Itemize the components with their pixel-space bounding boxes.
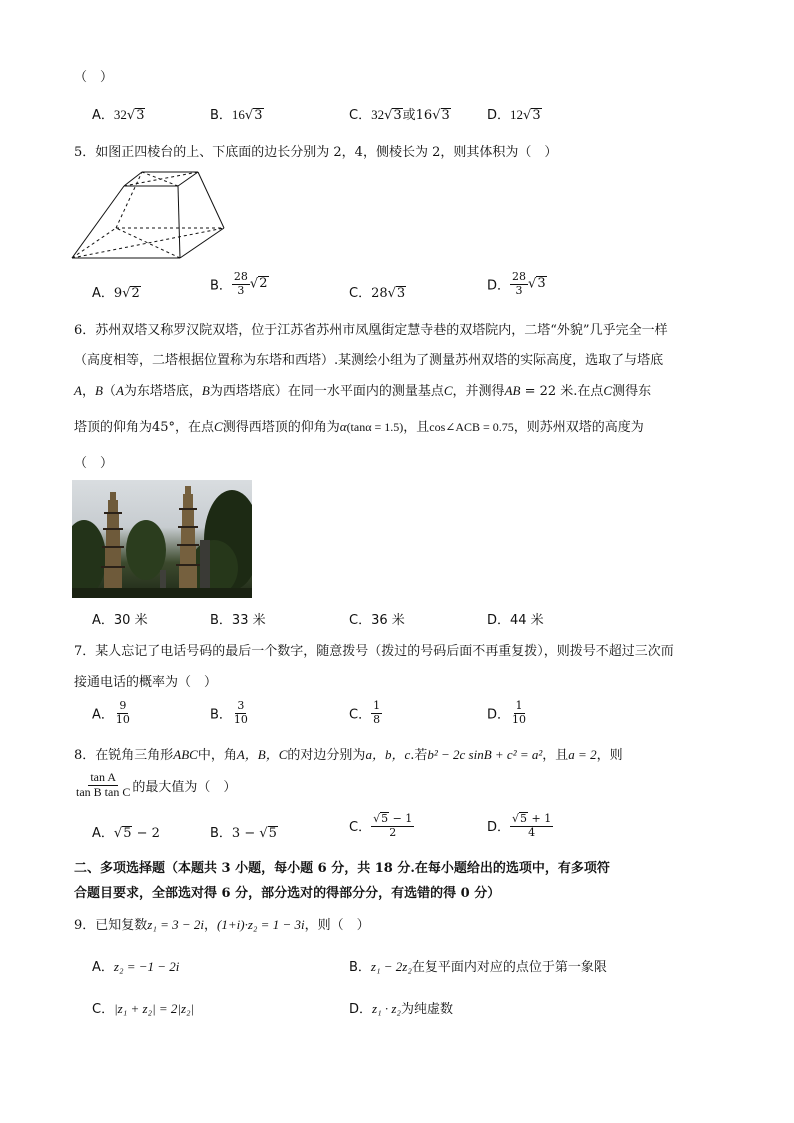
point-label: B bbox=[94, 383, 103, 398]
q7-option-c[interactable] bbox=[349, 700, 382, 726]
left-pagoda bbox=[104, 492, 122, 590]
fraction bbox=[510, 271, 528, 297]
option-value: 12 bbox=[510, 107, 524, 122]
sqrt-sign: √ bbox=[113, 826, 123, 841]
option-value: − 2 bbox=[132, 826, 160, 841]
option-mid: 或16 bbox=[402, 108, 433, 123]
option-text: D．44 米 bbox=[487, 613, 544, 628]
q6-line-1: 6．苏州双塔又称罗汉院双塔，位于江苏省苏州市凤凰街定慧寺巷的双塔院内，二塔“外貌”几乎完全一样 bbox=[74, 323, 668, 338]
q6-option-b[interactable] bbox=[210, 609, 266, 628]
option-letter: C． bbox=[349, 286, 372, 301]
text: 的最大值为（ ） bbox=[132, 779, 237, 795]
pagoda-illustration bbox=[72, 480, 252, 598]
radicand: 3 bbox=[441, 108, 450, 123]
denominator: 3 bbox=[515, 283, 523, 297]
option-letter: B． bbox=[210, 108, 232, 123]
sqrt-sign: √ bbox=[249, 276, 259, 292]
angle-labels: A，B，C bbox=[236, 747, 288, 762]
text: 测得西塔顶的仰角为 bbox=[222, 420, 340, 435]
q9-option-c[interactable] bbox=[92, 998, 194, 1017]
sqrt-sign: √ bbox=[244, 108, 254, 123]
q7-line-1: 7．某人忘记了电话号码的最后一个数字，随意拨号（拨过的号码后面不再重复拨），则拨号不超过三次而 bbox=[74, 644, 674, 659]
equation: |z₁ + z₂| = 2|z₂| bbox=[114, 1001, 195, 1016]
q7-option-b[interactable] bbox=[210, 700, 250, 726]
option-value: 9 bbox=[113, 286, 123, 301]
radicand: 5 bbox=[123, 826, 132, 841]
q5-option-b[interactable] bbox=[210, 271, 269, 297]
option-letter: A． bbox=[92, 286, 114, 301]
triangle-label: ABC bbox=[173, 747, 198, 762]
q5-option-d[interactable] bbox=[487, 271, 547, 297]
text: ，且 bbox=[403, 420, 430, 435]
q9-stem bbox=[74, 914, 370, 933]
point-label: B bbox=[201, 383, 210, 398]
text: ，则苏州双塔的高度为 bbox=[513, 420, 644, 435]
denominator: 8 bbox=[373, 712, 381, 726]
sqrt-sign: √ bbox=[523, 108, 532, 123]
point-label: C bbox=[214, 419, 223, 434]
q8-line-2 bbox=[74, 771, 236, 800]
text: 9．已知复数 bbox=[74, 918, 148, 933]
sqrt-sign: √ bbox=[512, 812, 520, 825]
sqrt-sign: √ bbox=[384, 108, 393, 123]
text: 塔顶的仰角为45°，在点 bbox=[74, 420, 215, 435]
point-label: A bbox=[74, 383, 82, 398]
text: 8．在锐角三角形 bbox=[74, 748, 174, 763]
q9-option-d[interactable] bbox=[349, 998, 453, 1017]
option-letter: A． bbox=[92, 960, 114, 975]
radicand: 5 bbox=[520, 812, 528, 825]
option-letter: D． bbox=[349, 1002, 373, 1017]
option-letter: D． bbox=[487, 108, 511, 123]
text: ，则 bbox=[596, 748, 623, 763]
frustum-edge bbox=[72, 186, 124, 258]
option-letter: B． bbox=[210, 826, 232, 841]
tree-shape bbox=[190, 540, 238, 596]
radicand: 2 bbox=[131, 286, 140, 301]
text: .若 bbox=[410, 748, 428, 763]
text: = 22 米.在点 bbox=[520, 384, 604, 399]
angle-symbol: α bbox=[339, 419, 347, 434]
equation: (1+i)·z₂ = 1 − 3i bbox=[217, 917, 305, 932]
frustum-hidden-edge bbox=[116, 172, 142, 228]
section-2-heading-line-2: 合题目要求，全部选对得 6 分，部分选对的得部分分，有选错的得 0 分） bbox=[74, 886, 501, 901]
q4-option-d[interactable] bbox=[487, 104, 542, 123]
denominator: 4 bbox=[528, 825, 536, 839]
q9-option-b[interactable] bbox=[349, 956, 607, 975]
fraction bbox=[371, 700, 382, 726]
option-text: 在复平面内对应的点位于第一象限 bbox=[411, 960, 607, 975]
sqrt-sign: √ bbox=[259, 826, 268, 841]
q5-option-c[interactable] bbox=[349, 282, 406, 301]
option-letter: A． bbox=[92, 707, 114, 723]
denominator: 10 bbox=[512, 712, 527, 726]
text: （ bbox=[102, 384, 116, 399]
point-label: C bbox=[443, 383, 453, 398]
q4-option-b[interactable] bbox=[210, 104, 264, 123]
option-text: C．36 米 bbox=[349, 613, 405, 628]
option-letter: A． bbox=[92, 108, 114, 123]
q9-option-a[interactable] bbox=[92, 956, 179, 975]
denominator: 2 bbox=[389, 825, 397, 839]
numerator-tail: − 1 bbox=[389, 812, 413, 825]
ground bbox=[72, 588, 252, 598]
twin-pagodas-photo bbox=[72, 480, 252, 598]
q4-option-c[interactable] bbox=[349, 104, 451, 123]
tan-condition: (tanα = 1.5) bbox=[346, 420, 404, 434]
text: 中，角 bbox=[197, 748, 237, 763]
frustum-hidden-edge bbox=[72, 228, 116, 258]
q7-option-a[interactable] bbox=[92, 700, 132, 726]
text: ， bbox=[81, 384, 95, 399]
q6-line-2: （高度相等，二塔根据位置称为东塔和西塔）.某测绘小组为了测量苏州双塔的实际高度，选取了与塔底 bbox=[74, 353, 664, 368]
denominator: 10 bbox=[115, 712, 130, 726]
radicand: 3 bbox=[393, 108, 402, 123]
radicand: 3 bbox=[537, 276, 546, 292]
option-value: 16 bbox=[231, 107, 245, 122]
frustum-edge bbox=[198, 172, 224, 228]
q7-line-2: 接通电话的概率为（ ） bbox=[74, 675, 218, 690]
point-label: C bbox=[603, 383, 613, 398]
option-letter: B． bbox=[210, 278, 232, 294]
numerator-tail: + 1 bbox=[528, 812, 552, 825]
section-2-heading-line-1: 二、多项选择题（本题共 3 小题，每小题 6 分，共 18 分.在每小题给出的选项中，有多项符 bbox=[74, 861, 610, 876]
option-text: B．33 米 bbox=[210, 613, 266, 628]
numerator: 1 bbox=[373, 699, 381, 712]
frustum-edge bbox=[178, 186, 180, 258]
q5-stem: 5．如图正四棱台的上、下底面的边长分别为 2，4，侧棱长为 2，则其体积为（ ） bbox=[74, 145, 558, 160]
tan-fraction bbox=[74, 771, 132, 800]
option-text: 为纯虚数 bbox=[400, 1002, 453, 1017]
option-value: 28 bbox=[371, 286, 388, 301]
text: ，并测得 bbox=[452, 384, 505, 399]
option-value: 32 bbox=[113, 107, 127, 122]
radicand: 5 bbox=[268, 826, 277, 841]
segment-label: AB bbox=[504, 383, 521, 398]
option-letter: B． bbox=[210, 707, 232, 723]
fraction bbox=[232, 700, 250, 726]
radicand: 5 bbox=[381, 812, 389, 825]
denominator: 3 bbox=[237, 283, 245, 297]
q7-option-d[interactable] bbox=[487, 700, 528, 726]
option-letter: C． bbox=[349, 707, 372, 723]
numerator: 28 bbox=[512, 270, 527, 283]
numerator: 1 bbox=[515, 699, 523, 712]
cos-condition: cos∠ACB = 0.75 bbox=[429, 420, 514, 434]
sqrt-sign: √ bbox=[528, 276, 537, 292]
q6-paren: （ ） bbox=[74, 456, 114, 471]
numerator: tan A bbox=[90, 770, 116, 784]
sqrt-sign: √ bbox=[122, 286, 131, 301]
text: ，且 bbox=[542, 748, 569, 763]
q6-option-c[interactable] bbox=[349, 609, 405, 628]
fraction bbox=[114, 700, 132, 726]
equation: z₁ · z₂ bbox=[372, 1001, 401, 1016]
sqrt-sign: √ bbox=[387, 286, 396, 301]
tree-shape bbox=[72, 520, 106, 596]
radicand: 2 bbox=[259, 276, 268, 292]
equation: a = 2 bbox=[568, 747, 597, 762]
fraction bbox=[371, 812, 414, 839]
q6-line-3 bbox=[74, 380, 651, 399]
fraction bbox=[510, 700, 528, 726]
radicand: 3 bbox=[254, 108, 263, 123]
q8-option-c[interactable] bbox=[349, 812, 414, 839]
numerator: 9 bbox=[119, 699, 127, 712]
text: 为东塔塔底， bbox=[123, 384, 202, 399]
numerator bbox=[510, 812, 553, 827]
text: 测得东 bbox=[612, 384, 652, 399]
q8-option-b[interactable] bbox=[210, 822, 278, 841]
option-value: 32 bbox=[371, 107, 385, 122]
option-letter: B． bbox=[349, 960, 371, 975]
point-label: A bbox=[115, 383, 124, 398]
radicand: 3 bbox=[532, 108, 541, 123]
right-pagoda bbox=[179, 486, 197, 590]
sqrt-sign: √ bbox=[126, 108, 136, 123]
side-labels: a，b，c bbox=[365, 747, 411, 762]
option-letter: A． bbox=[92, 826, 114, 841]
text: ，则（ ） bbox=[304, 918, 370, 933]
option-letter: D． bbox=[487, 278, 511, 294]
numerator bbox=[371, 812, 414, 827]
option-letter: C． bbox=[349, 820, 372, 836]
radicand: 3 bbox=[396, 286, 406, 301]
q8-option-d[interactable] bbox=[487, 812, 553, 839]
option-text: A．30 米 bbox=[92, 613, 148, 628]
option-letter: D． bbox=[487, 820, 511, 836]
radicand: 3 bbox=[136, 108, 145, 123]
fraction bbox=[510, 812, 553, 839]
frustum-figure bbox=[70, 168, 226, 260]
q6-option-a[interactable] bbox=[92, 609, 148, 628]
equation: z₁ − 2z₂ bbox=[370, 959, 412, 974]
sqrt-sign: √ bbox=[373, 812, 381, 825]
text: 为西塔塔底）在同一水平面内的测量基点 bbox=[209, 384, 444, 399]
text: ， bbox=[204, 918, 218, 933]
denominator: tan B tan C bbox=[76, 784, 131, 799]
numerator: 28 bbox=[233, 270, 248, 283]
frustum-edge bbox=[178, 172, 198, 186]
q6-line-4 bbox=[74, 416, 644, 435]
option-value: 3 − bbox=[231, 826, 260, 841]
q4-paren: （ ） bbox=[74, 70, 114, 85]
q8-line-1 bbox=[74, 744, 623, 763]
option-letter: D． bbox=[487, 707, 511, 723]
fraction bbox=[232, 271, 250, 297]
option-letter: C． bbox=[349, 108, 372, 123]
numerator: 3 bbox=[237, 699, 245, 712]
q4-option-a[interactable] bbox=[92, 104, 145, 123]
denominator: 10 bbox=[233, 712, 248, 726]
frustum-hidden-edge bbox=[142, 172, 178, 186]
frustum-hidden-edge bbox=[116, 228, 180, 258]
option-letter: C． bbox=[92, 1002, 115, 1017]
q6-option-d[interactable] bbox=[487, 609, 544, 628]
equation: z₁ = 3 − 2i bbox=[147, 917, 205, 932]
q5-option-a[interactable] bbox=[92, 282, 141, 301]
text: 的对边分别为 bbox=[287, 748, 366, 763]
equation: z₂ = −1 − 2i bbox=[113, 959, 180, 974]
q8-option-a[interactable] bbox=[92, 822, 160, 841]
sqrt-sign: √ bbox=[432, 108, 441, 123]
equation: b² − 2c sinB + c² = a² bbox=[427, 747, 543, 762]
